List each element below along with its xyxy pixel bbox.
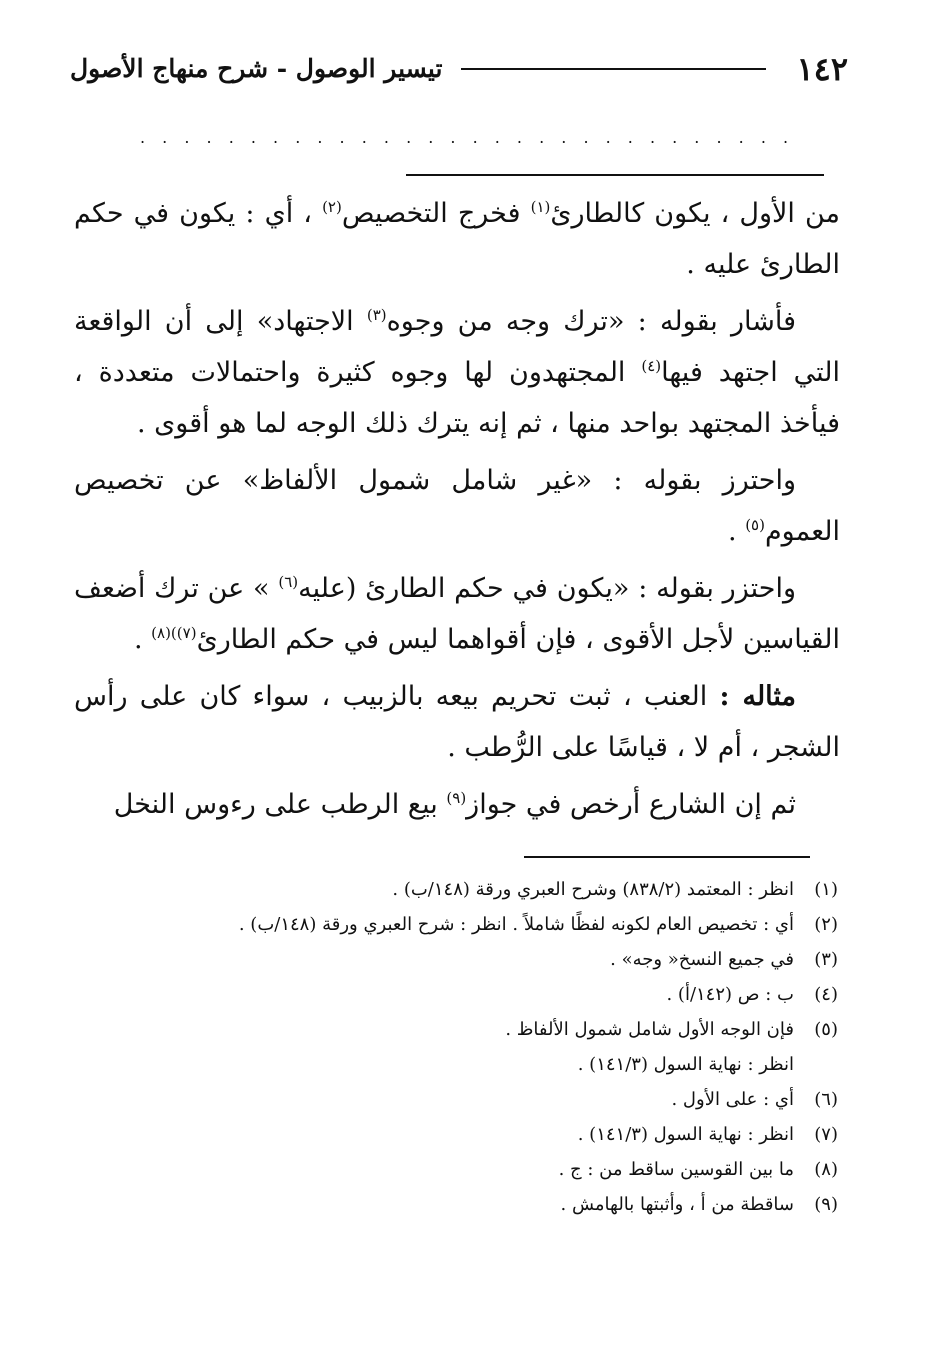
- footnote-text: انظر : نهاية السول (١٤١/٣) .: [577, 1124, 794, 1145]
- paragraph-2: [74, 296, 840, 449]
- paragraph-3: [74, 455, 840, 557]
- footnote-rule: [524, 856, 810, 858]
- paragraph-5-text: العنب ، ثبت تحريم بيعه بالزبيب ، سواء كان على رأس الشجر ، أم لا ، قياسًا على الرُّطب .: [74, 681, 840, 763]
- paragraph-2-text: فأشار بقوله : «ترك وجه من وجوه: [386, 306, 796, 337]
- footnote-text: انظر : نهاية السول (١٤١/٣) .: [577, 1054, 794, 1075]
- footnote-text: ساقطة من أ ، وأثبتها بالهامش .: [560, 1194, 794, 1215]
- paragraph-1-text: ، أي : يكون في حكم الطارئ عليه .: [74, 198, 840, 280]
- footnote-text: فإن الوجه الأول شامل شمول الألفاظ .: [505, 1019, 794, 1040]
- footnote-marker: (٣): [366, 306, 387, 324]
- footnote-number: (٨): [814, 1159, 838, 1180]
- footnote-marker: (١): [530, 198, 551, 216]
- footnote-number: (٩): [814, 1194, 838, 1215]
- footnote-text: أي : تخصيص العام لكونه لفظًا شاملاً . انظر : شرح العبري ورقة (١٤٨/ب) .: [238, 914, 794, 935]
- paragraph-5: [74, 671, 840, 773]
- dotted-separator: [140, 128, 800, 148]
- footnote-marker: (٩): [446, 789, 467, 807]
- paragraph-2-text: الاجتهاد» إلى أن الواقعة التي اجتهد فيها: [74, 306, 840, 388]
- paragraph-1-text: فخرج التخصيص: [341, 198, 531, 229]
- paragraph-4-text: » عن ترك أضعف القياسين لأجل الأقوى ، فإن أقواهما ليس في حكم الطارئ: [74, 573, 840, 655]
- footnote-marker: (٥): [745, 516, 765, 534]
- running-header: [70, 44, 848, 94]
- paragraph-6: [74, 779, 840, 830]
- text-top-rule: [406, 174, 824, 176]
- paragraph-4-text: واحتزر بقوله : «يكون في حكم الطارئ (عليه: [298, 573, 796, 604]
- footnote: [60, 1187, 838, 1222]
- footnote-number: (١): [814, 879, 838, 900]
- paragraph-3-text: .: [728, 516, 746, 547]
- example-label: مثاله :: [719, 681, 797, 712]
- footnote-marker: (٦): [278, 573, 299, 591]
- footnote-number: (٥): [814, 1019, 838, 1040]
- footnote-number: (٢): [814, 914, 838, 935]
- footnote: [60, 872, 838, 907]
- footnote: [60, 977, 838, 1012]
- paragraph-4-text: .: [133, 624, 152, 655]
- page-number: ١٤٢: [796, 50, 848, 88]
- paragraph-3-text: واحترز بقوله : «غير شامل شمول الألفاظ» عن تخصيص العموم: [74, 465, 840, 547]
- footnote-text: أي : على الأول .: [671, 1089, 794, 1110]
- footnote-text: انظر : المعتمد (٨٣٨/٢) وشرح العبري ورقة (١٤٨/ب) .: [392, 879, 794, 900]
- footnote: [60, 942, 838, 977]
- paragraph-6-text: ثم إن الشارع أرخص في جواز: [466, 789, 796, 820]
- footnote: [60, 1117, 838, 1152]
- footnote-number: (٣): [814, 949, 838, 970]
- footnote-number: (٧): [814, 1124, 838, 1145]
- footnote: [60, 907, 838, 942]
- footnote-text: ما بين القوسين ساقط من : ج .: [558, 1159, 794, 1180]
- paragraph-2-text: المجتهدون لها وجوه كثيرة واحتمالات متعددة ، فيأخذ المجتهد بواحد منها ، ثم إنه يترك ذلك الوجه لما هو أقوى .: [74, 357, 840, 439]
- footnote-marker: (٧): [176, 624, 197, 642]
- footnote: [60, 1012, 838, 1047]
- footnote-text: ب : ص (١٤٢/أ) .: [666, 984, 794, 1005]
- running-title: تيسير الوصول - شرح منهاج الأصول: [70, 54, 443, 83]
- footnote-continuation: [60, 1047, 838, 1082]
- main-text: [74, 188, 840, 836]
- footnote-number: (٤): [814, 984, 838, 1005]
- footnote-marker: (٢): [322, 198, 342, 216]
- paragraph-4: [74, 563, 840, 665]
- footnote-marker: )(٨): [151, 624, 177, 642]
- footnotes: [60, 872, 838, 1222]
- footnote-number: (٦): [814, 1089, 838, 1110]
- footnote-text: في جميع النسخ« وجه» .: [610, 949, 794, 970]
- footnote-marker: (٤): [641, 357, 662, 375]
- paragraph-1: [74, 188, 840, 290]
- footnote: [60, 1152, 838, 1187]
- paragraph-1-text: من الأول ، يكون كالطارئ: [550, 198, 840, 229]
- header-rule: [461, 68, 766, 70]
- paragraph-6-text: بيع الرطب على رءوس النخل: [113, 789, 447, 820]
- footnote: [60, 1082, 838, 1117]
